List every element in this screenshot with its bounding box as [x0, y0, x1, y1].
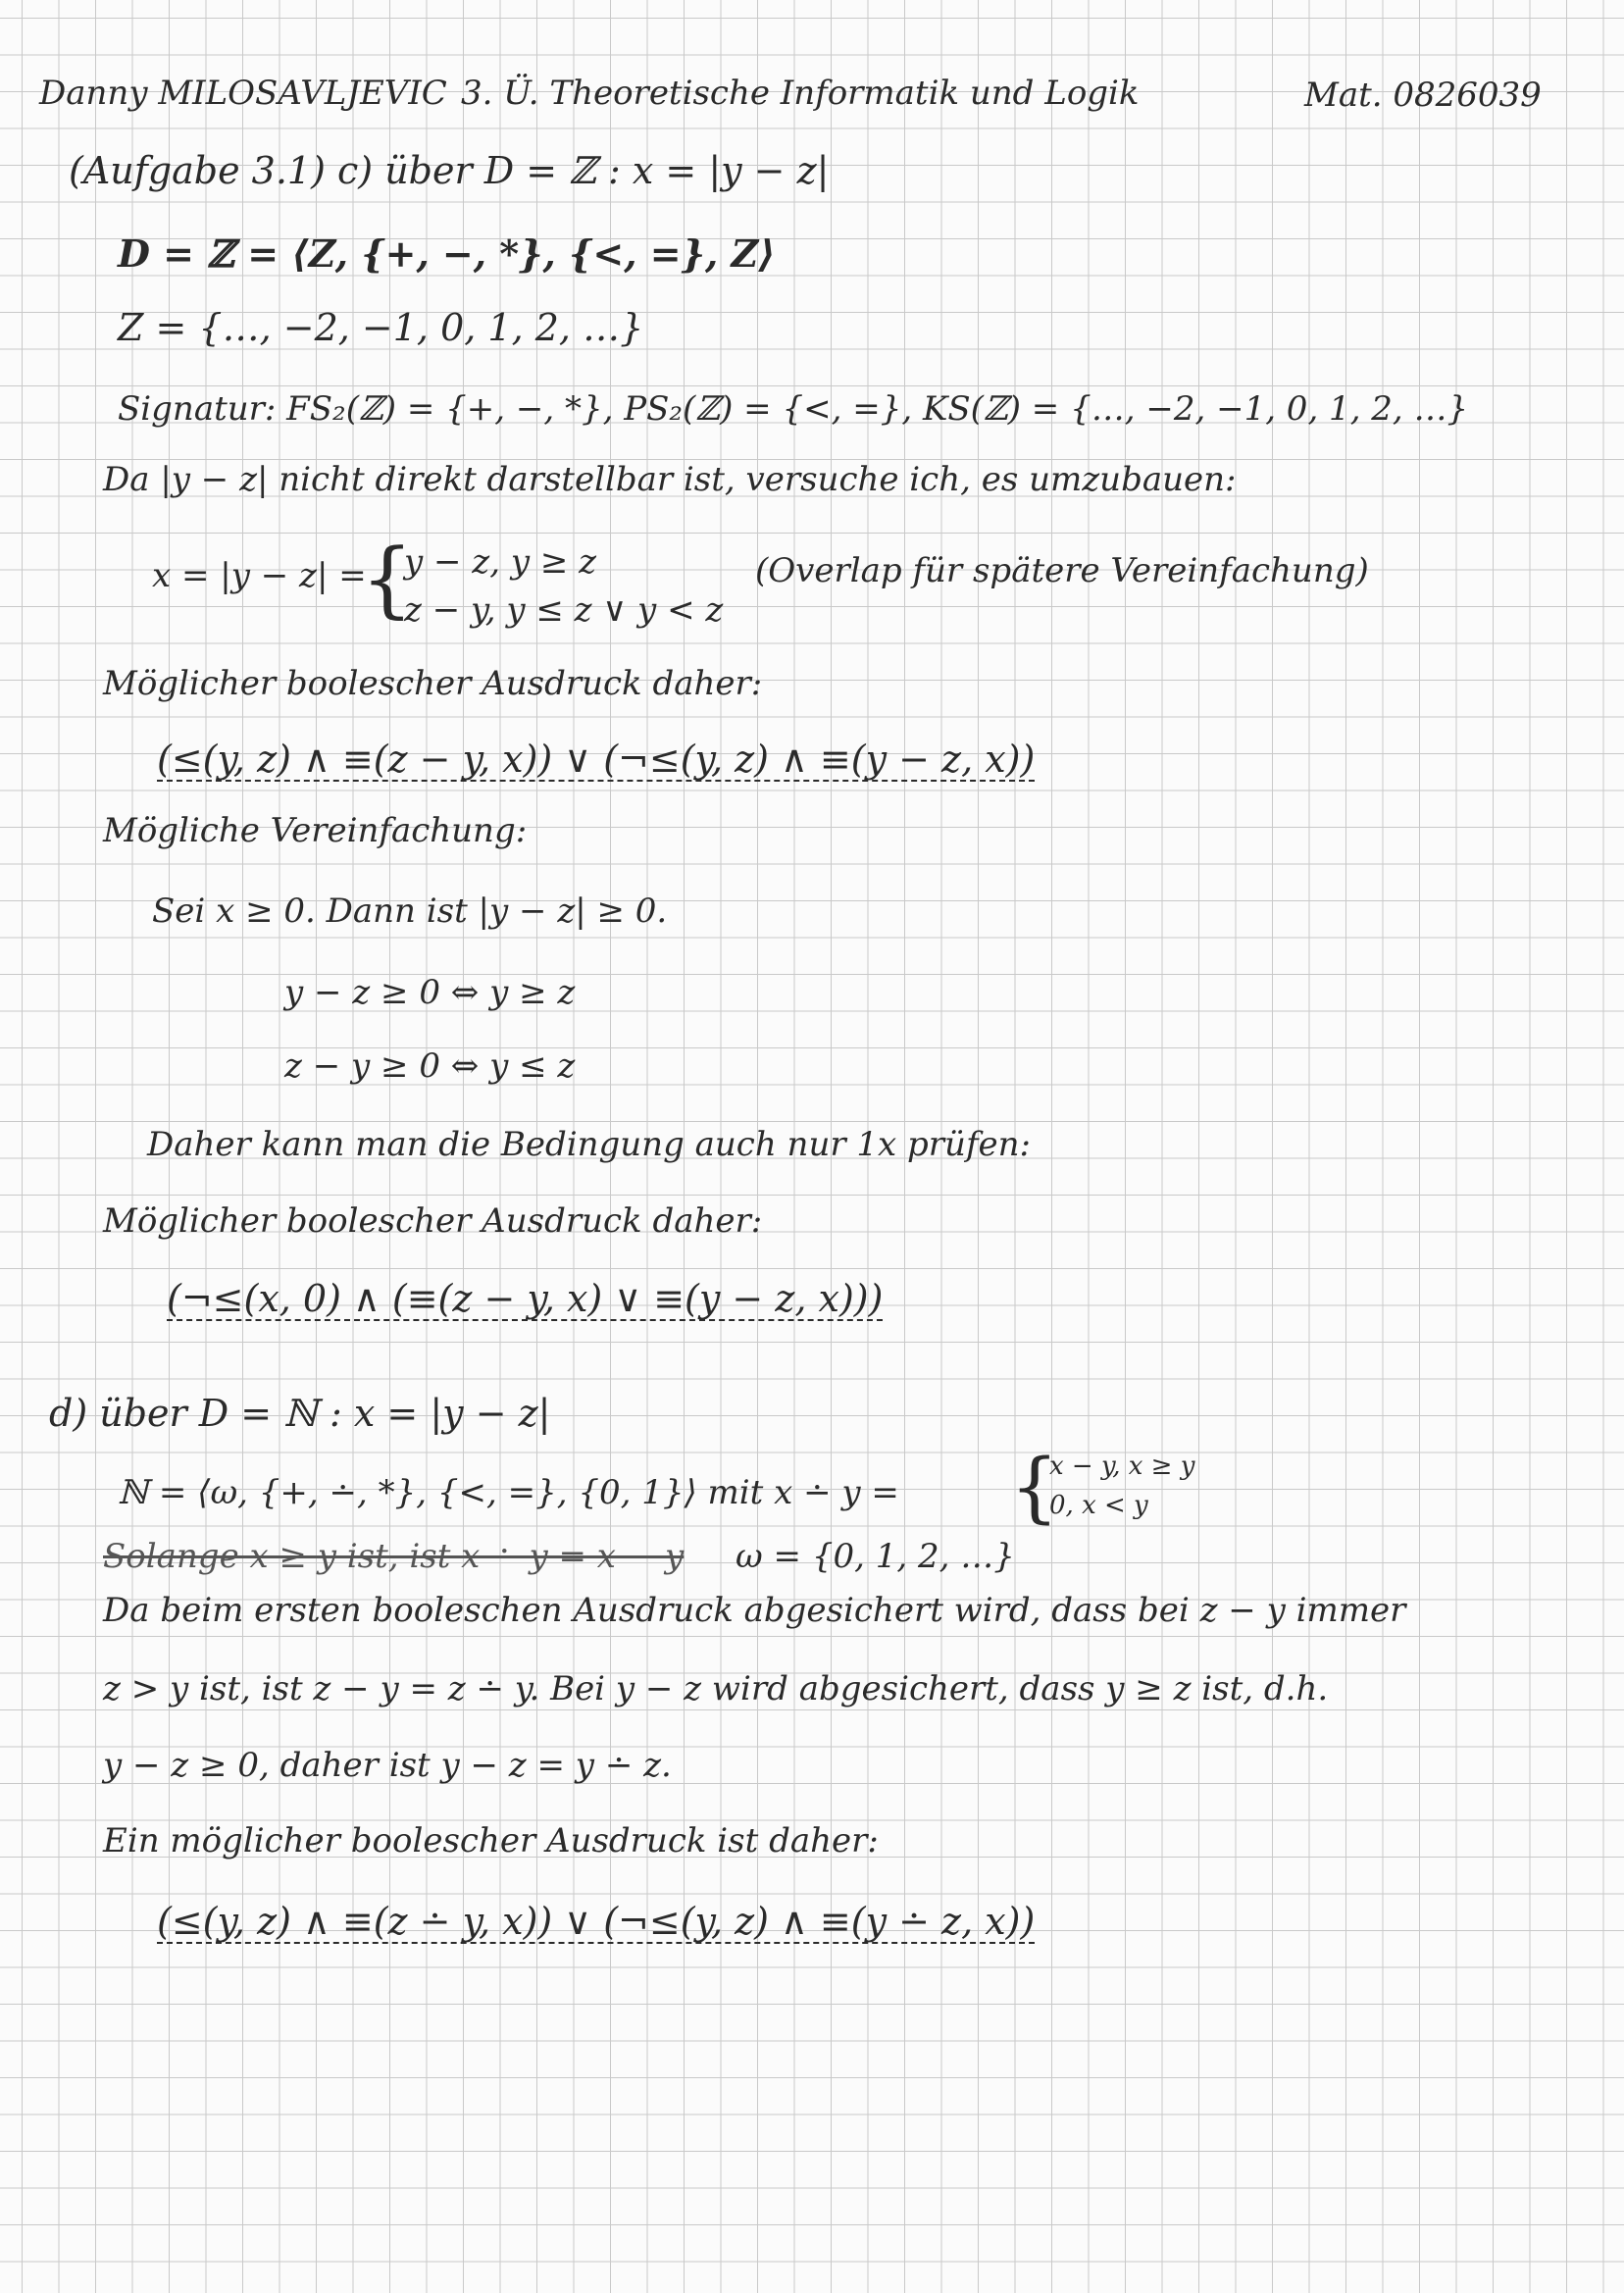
- monus-case-2: 0, x < y: [1049, 1491, 1148, 1520]
- boolean-expression-d: (≤(y, z) ∧ ≡(z ∸ y, x)) ∨ (¬≤(y, z) ∧ ≡(y ∸ z, x)): [157, 1900, 1036, 1943]
- explanation-line-2: z > y ist, ist z − y = z ∸ y. Bei y − z wird abgesichert, dass y ≥ z ist, d.h.: [103, 1669, 1329, 1708]
- boolean-expression-1: (≤(y, z) ∧ ≡(z − y, x)) ∨ (¬≤(y, z) ∧ ≡(y − z, x)): [157, 738, 1036, 781]
- simplification-equivalence-1: y − z ≥ 0 ⇔ y ≥ z: [284, 973, 576, 1012]
- simplification-assumption: Sei x ≥ 0. Dann ist |y − z| ≥ 0.: [152, 892, 668, 931]
- simplification-intro: Mögliche Vereinfachung:: [103, 811, 528, 850]
- part-c-heading: (Aufgabe 3.1) c) über D = ℤ : x = |y − z|: [69, 149, 830, 192]
- author-name: Danny MILOSAVLJEVIC: [39, 74, 447, 113]
- boolean-expression-2: (¬≤(x, 0) ∧ (≡(z − y, x) ∨ ≡(y − z, x))): [167, 1277, 884, 1320]
- case-brace: {: [361, 531, 414, 627]
- overlap-note: (Overlap für spätere Vereinfachung): [755, 551, 1369, 590]
- signature-line: Signatur: FS₂(ℤ) = {+, −, *}, PS₂(ℤ) = {<, =}, KS(ℤ) = {…, −2, −1, 0, 1, 2, …}: [118, 389, 1469, 429]
- intro-text: Da |y − z| nicht direkt darstellbar ist, versuche ich, es umzubauen:: [103, 460, 1237, 499]
- naturals-structure: ℕ = ⟨ω, {+, ∸, *}, {<, =}, {0, 1}⟩ mit x ∸ y =: [118, 1473, 899, 1512]
- monus-case-1: x − y, x ≥ y: [1049, 1452, 1195, 1481]
- structure-definition: D = ℤ = ⟨Z, {+, −, *}, {<, =}, Z⟩: [118, 231, 776, 276]
- struck-out-text: Solange x ≥ y ist, ist x ∸ y = x − y: [103, 1537, 685, 1576]
- sheet-title: 3. Ü. Theoretische Informatik und Logik: [461, 74, 1140, 113]
- case-lhs: x = |y − z| =: [152, 556, 367, 595]
- domain-set: Z = {…, −2, −1, 0, 1, 2, …}: [118, 306, 644, 349]
- expression-d-intro: Ein möglicher boolescher Ausdruck ist daher:: [103, 1821, 879, 1860]
- case-two: z − y, y ≤ z ∨ y < z: [404, 590, 724, 630]
- expression-intro: Möglicher boolescher Ausdruck daher:: [103, 664, 763, 703]
- case-one: y − z, y ≥ z: [404, 542, 597, 582]
- expression-2-intro: Möglicher boolescher Ausdruck daher:: [103, 1201, 763, 1241]
- simplification-equivalence-2: z − y ≥ 0 ⇔ y ≤ z: [284, 1046, 576, 1086]
- part-d-heading: d) über D = ℕ : x = |y − z|: [49, 1392, 551, 1435]
- monus-brace: {: [1010, 1444, 1059, 1532]
- explanation-line-1: Da beim ersten booleschen Ausdruck abgesichert wird, dass bei z − y immer: [103, 1591, 1406, 1630]
- matriculation-number: Mat. 0826039: [1304, 76, 1542, 115]
- simplification-conclusion: Daher kann man die Bedingung auch nur 1x prüfen:: [147, 1125, 1031, 1164]
- omega-definition: ω = {0, 1, 2, …}: [736, 1537, 1015, 1576]
- explanation-line-3: y − z ≥ 0, daher ist y − z = y ∸ z.: [103, 1746, 672, 1785]
